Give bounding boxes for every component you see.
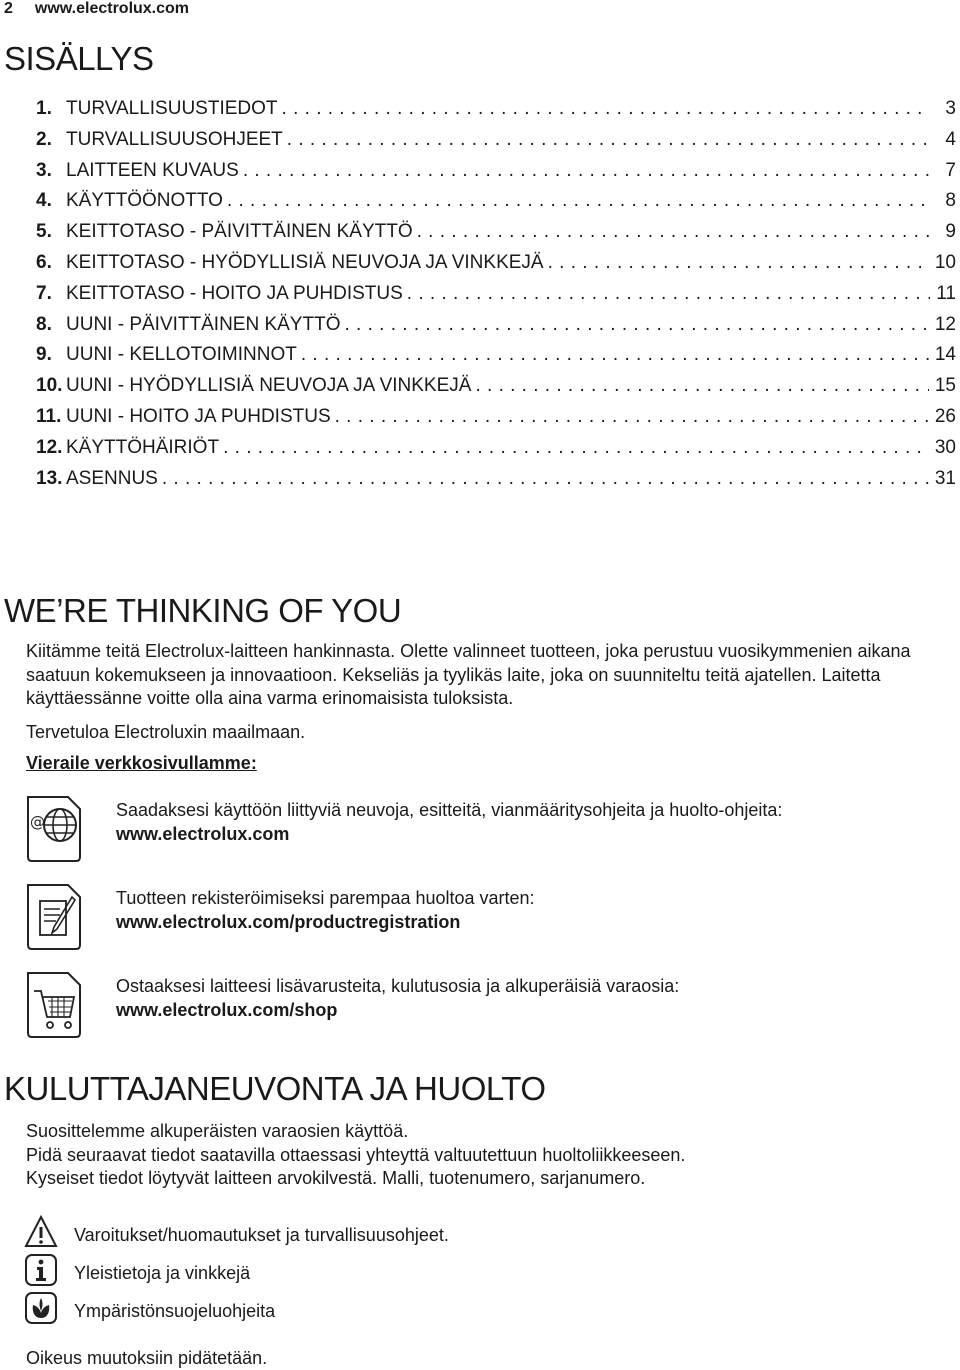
toc-item[interactable] <box>36 375 956 406</box>
visit-website-label: Vieraile verkkosivullamme: <box>26 753 257 773</box>
intro-section <box>26 640 946 776</box>
toc-item[interactable] <box>36 221 956 252</box>
toc-item-title: LAITTEEN KUVAUS <box>66 159 239 181</box>
table-of-contents <box>36 98 956 498</box>
toc-leader-dots <box>243 160 930 182</box>
service-line: Pidä seuraavat tiedot saatavilla ottaessasi yhteyttä valtuutettuun huoltoliikkeeseen. <box>26 1144 686 1165</box>
toc-item-page: 3 <box>945 98 956 119</box>
link-block-shop <box>24 971 944 1051</box>
toc-item-number: 11. <box>36 405 62 427</box>
toc-item-page: 12 <box>934 313 956 335</box>
toc-item-number: 13. <box>36 467 63 489</box>
toc-item[interactable] <box>36 283 956 314</box>
toc-item-title: TURVALLISUUSOHJEET <box>66 128 283 150</box>
toc-item-title: KÄYTTÖÖNOTTO <box>66 190 223 212</box>
toc-leader-dots <box>417 221 930 243</box>
welcome-text: Tervetuloa Electroluxin maailmaan. <box>26 721 306 742</box>
toc-item-title: UUNI - PÄIVITTÄINEN KÄYTTÖ <box>66 313 341 335</box>
thinking-heading: WE’RE THINKING OF YOU <box>4 592 402 629</box>
shopping-cart-icon <box>24 971 84 1041</box>
toc-item-page: 8 <box>945 190 956 212</box>
toc-item[interactable] <box>36 252 956 283</box>
toc-item-number: 4. <box>36 190 52 212</box>
symbol-row-warning <box>24 1215 624 1247</box>
support-link[interactable]: www.electrolux.com <box>116 824 290 844</box>
toc-item-title: KEITTOTASO - HOITO JA PUHDISTUS <box>66 282 403 304</box>
toc-item-number: 3. <box>36 159 52 181</box>
toc-leader-dots <box>227 190 930 212</box>
footer-note: Oikeus muutoksiin pidätetään. <box>26 1348 268 1368</box>
link-description: Ostaaksesi laitteesi lisävarusteita, kulutusosia ja alkuperäisiä varaosia: <box>116 976 680 996</box>
intro-paragraph: Kiitämme teitä Electrolux-laitteen hankinnasta. Olette valinneet tuotteen, joka perustuu vuosikymmenien aikana saatuun kokemukseen ja innovaatioon. Kekseliäs ja tyylikäs laite, joka on suunniteltu teitä ajatellen. Laitetta käyttäessänne voitte olla aina varma erinomaisista tuloksista. <box>26 641 911 708</box>
toc-item[interactable] <box>36 160 956 191</box>
toc-item[interactable] <box>36 98 956 129</box>
symbol-row-environment <box>24 1291 624 1323</box>
toc-item[interactable] <box>36 314 956 345</box>
toc-item-page: 11 <box>936 282 956 304</box>
toc-item-page: 14 <box>934 344 956 366</box>
toc-item[interactable] <box>36 129 956 160</box>
link-description: Saadaksesi käyttöön liittyviä neuvoja, esitteitä, vianmääritysohjeita ja huolto-ohjeita: <box>116 800 783 820</box>
toc-item-page: 30 <box>934 436 956 458</box>
toc-heading: SISÄLLYS <box>4 40 154 77</box>
symbol-description: Ympäristönsuojeluohjeita <box>74 1301 276 1321</box>
toc-item-number: 2. <box>36 128 52 150</box>
svg-text:@: @ <box>30 813 45 831</box>
toc-leader-dots <box>223 437 929 459</box>
toc-item-number: 10. <box>36 375 63 397</box>
toc-leader-dots <box>335 406 929 428</box>
toc-item-number: 7. <box>36 282 52 304</box>
toc-item-title: TURVALLISUUSTIEDOT <box>66 98 278 119</box>
toc-leader-dots <box>344 314 928 336</box>
toc-item[interactable] <box>36 344 956 375</box>
link-description: Tuotteen rekisteröimiseksi parempaa huoltoa varten: <box>116 888 535 908</box>
symbol-description: Yleistietoja ja vinkkejä <box>74 1263 251 1283</box>
toc-leader-dots <box>548 252 929 274</box>
toc-item-page: 7 <box>945 159 956 181</box>
registration-link[interactable]: www.electrolux.com/productregistration <box>116 912 461 932</box>
toc-item-number: 9. <box>36 344 52 366</box>
toc-item-number: 12. <box>36 436 63 458</box>
warning-icon <box>24 1215 58 1249</box>
environment-icon <box>24 1291 58 1325</box>
toc-leader-dots <box>287 129 930 151</box>
toc-item-number: 6. <box>36 251 52 273</box>
page-header <box>4 0 189 18</box>
toc-item-number: 5. <box>36 221 52 243</box>
link-text-registration <box>116 886 535 934</box>
toc-item-page: 9 <box>945 221 956 243</box>
toc-item-number: 1. <box>36 98 52 119</box>
toc-item-title: KEITTOTASO - PÄIVITTÄINEN KÄYTTÖ <box>66 221 413 243</box>
toc-item-number: 8. <box>36 313 52 335</box>
toc-item-title: KÄYTTÖHÄIRIÖT <box>66 436 220 458</box>
globe-icon <box>24 795 84 865</box>
toc-item[interactable] <box>36 437 956 468</box>
site-name: www.electrolux.com <box>34 0 190 17</box>
toc-item-title: KEITTOTASO - HYÖDYLLISIÄ NEUVOJA JA VINKKEJÄ <box>66 251 544 273</box>
toc-leader-dots <box>475 375 928 397</box>
toc-item-page: 26 <box>934 405 956 427</box>
toc-leader-dots <box>162 468 929 490</box>
service-section <box>26 1120 685 1191</box>
toc-item-page: 4 <box>945 128 956 150</box>
toc-item[interactable] <box>36 468 956 499</box>
toc-item-page: 31 <box>934 467 956 489</box>
service-heading: KULUTTAJANEUVONTA JA HUOLTO <box>4 1070 546 1107</box>
service-line: Kyseiset tiedot löytyvät laitteen arvokilvestä. Malli, tuotenumero, sarjanumero. <box>26 1168 646 1188</box>
service-line: Suosittelemme alkuperäisten varaosien käyttöä. <box>26 1121 409 1141</box>
link-text-support <box>116 798 782 846</box>
toc-item-page: 15 <box>934 375 956 397</box>
toc-leader-dots <box>282 98 930 120</box>
toc-item-title: UUNI - HOITO JA PUHDISTUS <box>66 405 331 427</box>
symbol-description: Varoitukset/huomautukset ja turvallisuusohjeet. <box>74 1225 449 1245</box>
link-text-shop <box>116 974 679 1022</box>
toc-item-title: UUNI - HYÖDYLLISIÄ NEUVOJA JA VINKKEJÄ <box>66 375 472 397</box>
page-number: 2 <box>4 0 13 17</box>
toc-leader-dots <box>301 344 929 366</box>
registration-icon <box>24 883 84 953</box>
info-icon <box>24 1253 58 1287</box>
shop-link[interactable]: www.electrolux.com/shop <box>116 1000 338 1020</box>
symbol-row-info <box>24 1253 624 1285</box>
link-block-registration <box>24 883 944 963</box>
toc-item-title: ASENNUS <box>66 467 158 489</box>
toc-item-page: 10 <box>934 251 956 273</box>
toc-item[interactable] <box>36 190 956 221</box>
link-block-support <box>24 795 944 875</box>
toc-item[interactable] <box>36 406 956 437</box>
toc-leader-dots <box>407 283 930 305</box>
toc-item-title: UUNI - KELLOTOIMINNOT <box>66 344 297 366</box>
